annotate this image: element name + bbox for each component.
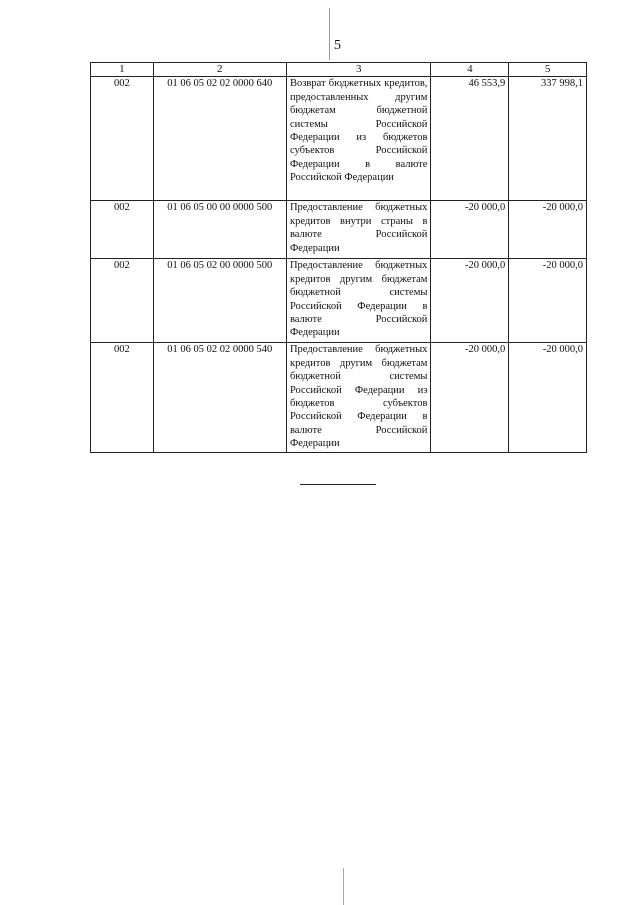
budget-classification-code: 01 06 05 00 00 0000 500 bbox=[153, 201, 286, 259]
amount-col-5: -20 000,0 bbox=[509, 343, 587, 453]
table-header-row bbox=[91, 63, 587, 77]
item-description: Предоставление бюджетных кредитов другим бюджетам бюджетной системы Российской Федерации в валюте Российской Федерации bbox=[286, 259, 430, 343]
amount-col-4: -20 000,0 bbox=[431, 201, 509, 259]
amount-col-5: 337 998,1 bbox=[509, 77, 587, 201]
admin-code: 002 bbox=[91, 259, 154, 343]
admin-code: 002 bbox=[91, 201, 154, 259]
amount-col-4: -20 000,0 bbox=[431, 259, 509, 343]
item-description: Возврат бюджетных кредитов, предоставленных другим бюджетам бюджетной системы Российской Федерации из бюджетов субъектов Российской Федерации в валюте Российской Федерации bbox=[286, 77, 430, 201]
page-number: 5 bbox=[334, 38, 341, 53]
table-row bbox=[91, 77, 587, 201]
fold-line-bottom bbox=[343, 868, 344, 905]
amount-col-5: -20 000,0 bbox=[509, 259, 587, 343]
item-description: Предоставление бюджетных кредитов внутри страны в валюте Российской Федерации bbox=[286, 201, 430, 259]
header-col-4: 4 bbox=[431, 63, 509, 77]
item-description: Предоставление бюджетных кредитов другим бюджетам бюджетной системы Российской Федерации из бюджетов субъектов Российской Федерации в валюте Российской Федерации bbox=[286, 343, 430, 453]
header-col-5: 5 bbox=[509, 63, 587, 77]
end-of-table-rule bbox=[300, 484, 376, 485]
budget-classification-code: 01 06 05 02 02 0000 540 bbox=[153, 343, 286, 453]
admin-code: 002 bbox=[91, 343, 154, 453]
header-col-3: 3 bbox=[286, 63, 430, 77]
amount-col-5: -20 000,0 bbox=[509, 201, 587, 259]
header-col-2: 2 bbox=[153, 63, 286, 77]
table-row bbox=[91, 343, 587, 453]
amount-col-4: -20 000,0 bbox=[431, 343, 509, 453]
amount-col-4: 46 553,9 bbox=[431, 77, 509, 201]
table-row bbox=[91, 201, 587, 259]
budget-classification-code: 01 06 05 02 02 0000 640 bbox=[153, 77, 286, 201]
table-row bbox=[91, 259, 587, 343]
admin-code: 002 bbox=[91, 77, 154, 201]
budget-table bbox=[90, 62, 587, 453]
budget-classification-code: 01 06 05 02 00 0000 500 bbox=[153, 259, 286, 343]
fold-line-top bbox=[329, 8, 330, 60]
header-col-1: 1 bbox=[91, 63, 154, 77]
